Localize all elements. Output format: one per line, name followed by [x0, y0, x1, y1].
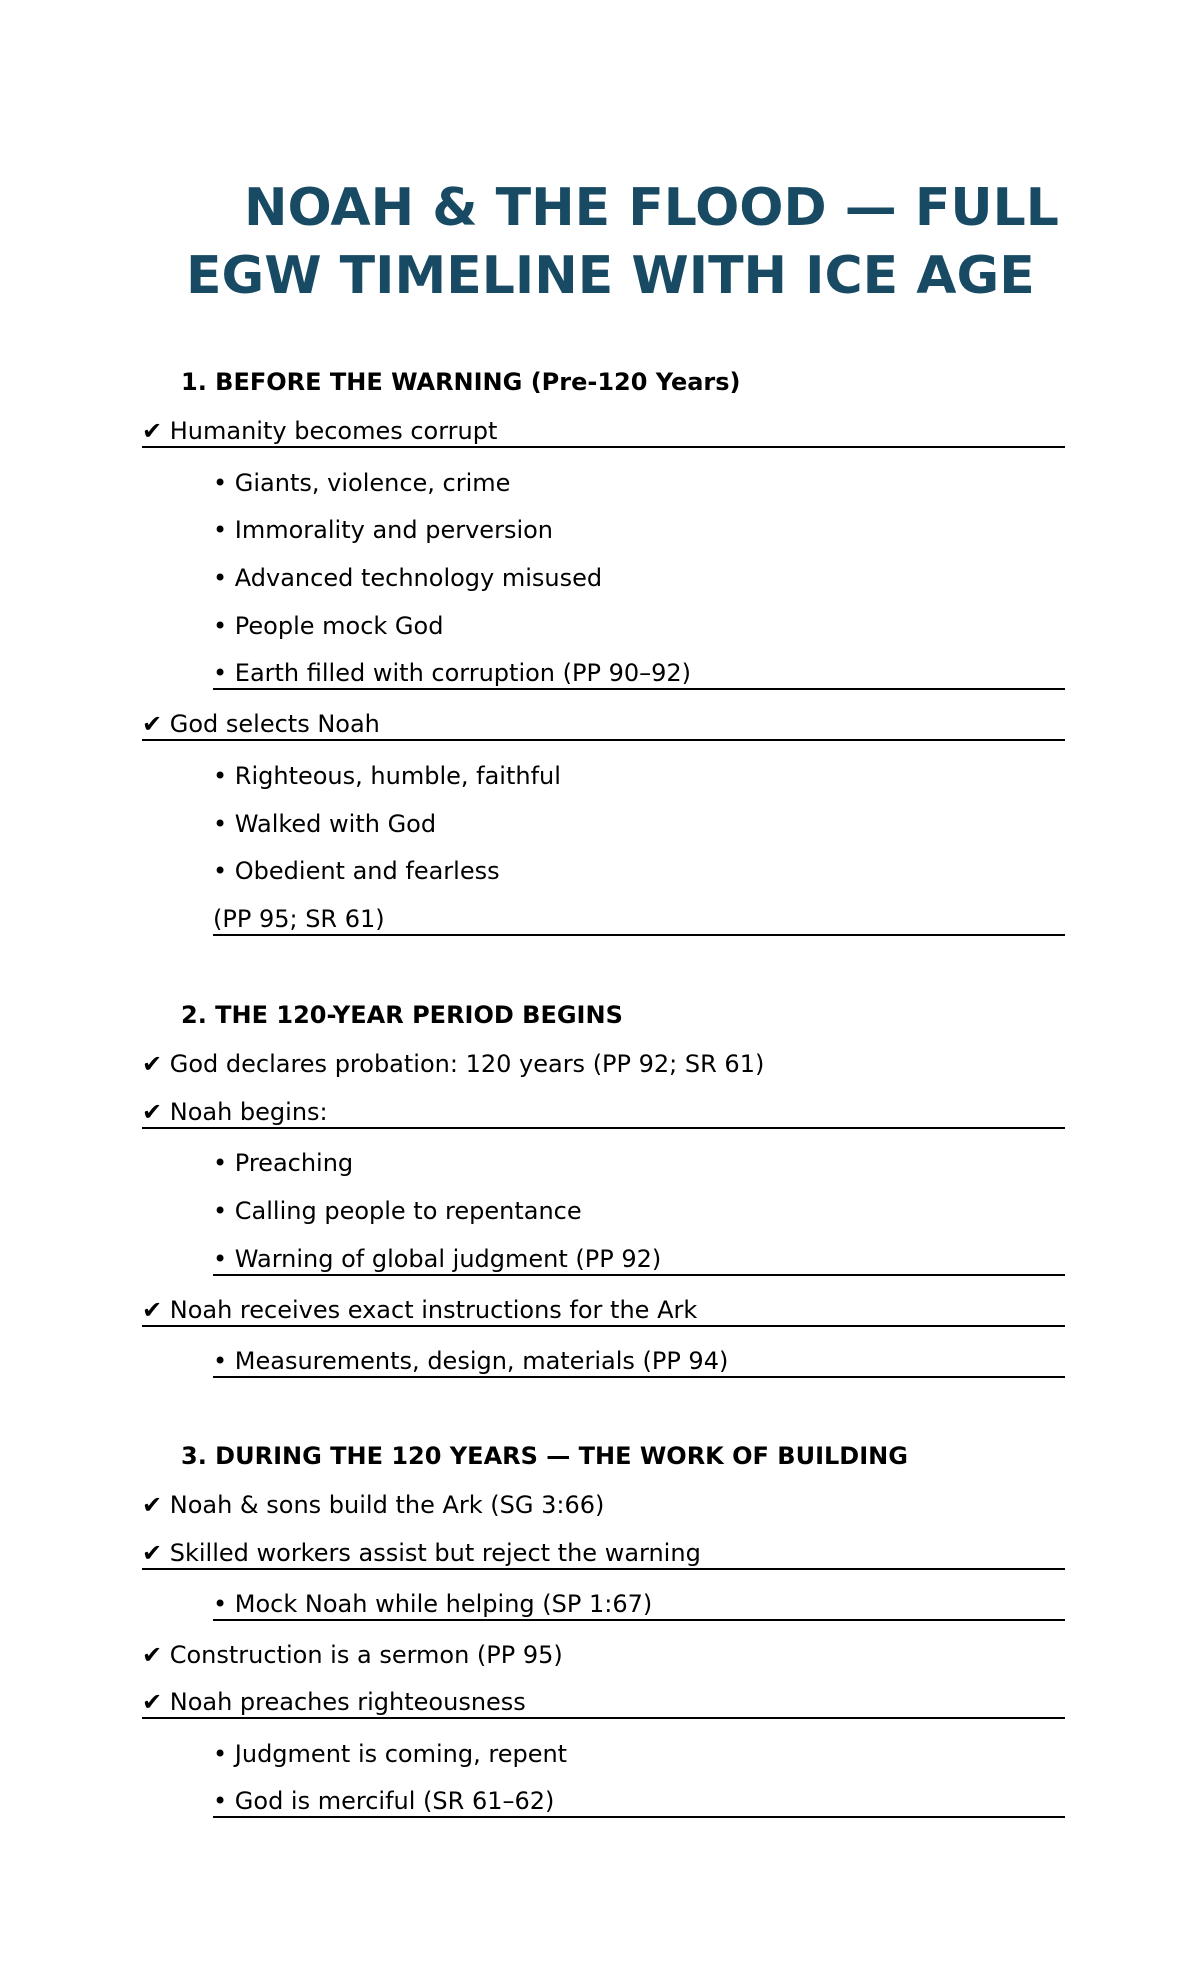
bullet-item: • Mock Noah while helping (SP 1:67) [213, 1589, 1065, 1621]
check-item: ✔ Noah & sons build the Ark (SG 3:66) [142, 1491, 605, 1519]
page-title-line-2: EGW TIMELINE WITH ICE AGE [186, 246, 1035, 306]
bullet-item: • Calling people to repentance [213, 1197, 582, 1225]
section-1-heading: 1. BEFORE THE WARNING (Pre-120 Years) [181, 368, 741, 396]
check-item: ✔ Noah preaches righteousness [142, 1687, 1065, 1719]
check-item: ✔ God selects Noah [142, 709, 1065, 741]
check-item: ✔ God declares probation: 120 years (PP 92; SR 61) [142, 1050, 765, 1078]
bullet-item: • Walked with God [213, 810, 437, 838]
bullet-item: • Advanced technology misused [213, 564, 603, 592]
check-item: ✔ Noah receives exact instructions for the Ark [142, 1295, 1065, 1327]
page-title-line-1: NOAH & THE FLOOD — FULL [244, 178, 1059, 238]
bullet-item: • Righteous, humble, faithful [213, 762, 561, 790]
bullet-item: • Judgment is coming, repent [213, 1740, 568, 1768]
bullet-item: • Measurements, design, materials (PP 94) [213, 1346, 1065, 1378]
check-item: ✔ Skilled workers assist but reject the warning [142, 1538, 1065, 1570]
check-item: ✔ Construction is a sermon (PP 95) [142, 1641, 563, 1669]
check-item: ✔ Humanity becomes corrupt [142, 416, 1065, 448]
bullet-item: • Preaching [213, 1149, 354, 1177]
bullet-item: • God is merciful (SR 61–62) [213, 1786, 1065, 1818]
bullet-item: • Immorality and perversion [213, 516, 554, 544]
check-item: ✔ Noah begins: [142, 1097, 1065, 1129]
citation: (PP 95; SR 61) [213, 904, 1065, 936]
bullet-item: • Earth filled with corruption (PP 90–92) [213, 658, 1065, 690]
bullet-item: • People mock God [213, 612, 444, 640]
section-2-heading: 2. THE 120-YEAR PERIOD BEGINS [181, 1001, 623, 1029]
section-3-heading: 3. DURING THE 120 YEARS — THE WORK OF BUILDING [181, 1442, 908, 1470]
bullet-item: • Giants, violence, crime [213, 469, 511, 497]
bullet-item: • Warning of global judgment (PP 92) [213, 1244, 1065, 1276]
bullet-item: • Obedient and fearless [213, 857, 500, 885]
